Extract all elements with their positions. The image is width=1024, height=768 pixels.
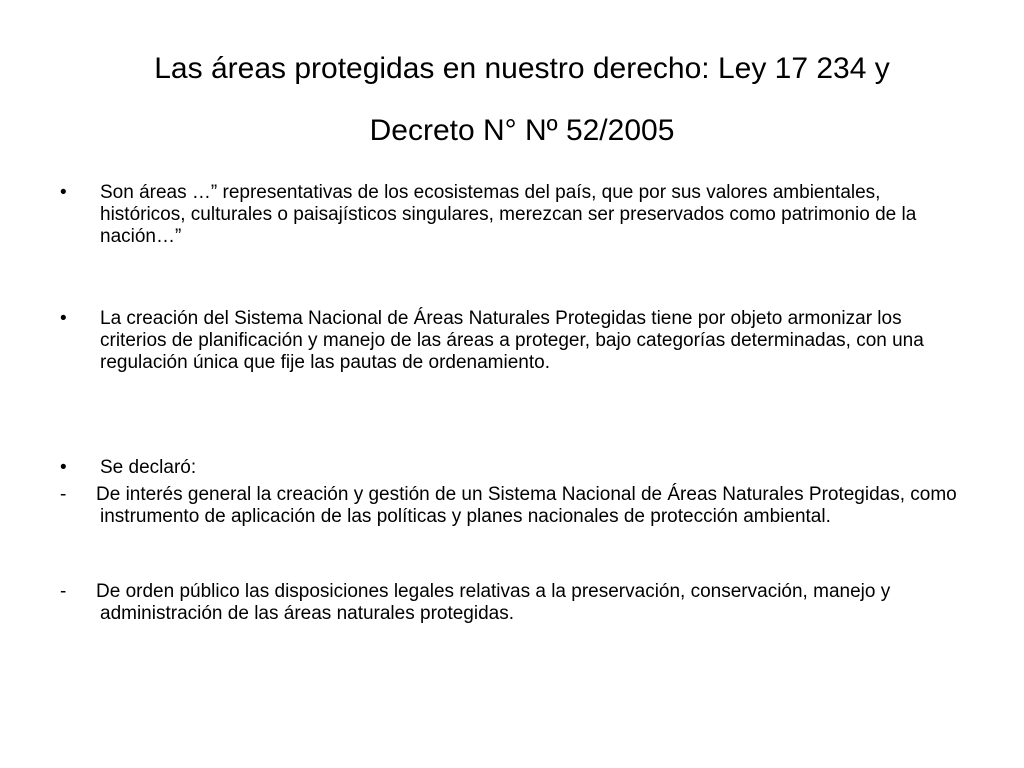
bullet-text-2: La creación del Sistema Nacional de Áreas Naturales Protegidas tiene por objeto armonizar los criterios de planificación y manejo de las áreas a proteger, bajo categorías determinadas, con una regulación única que fije las pautas de ordenamiento. — [100, 308, 924, 373]
dash-marker: - — [60, 484, 67, 505]
bullet-marker: • — [60, 182, 67, 203]
bullet-text-3: Se declaró: — [100, 457, 197, 478]
bullet-text-1: Son áreas …” representativas de los ecosistemas del país, que por sus valores ambientales, históricos, culturales o paisajísticos singulares, merezcan ser preservados como patrimonio de la nación…” — [100, 182, 917, 247]
dash-text-1: De interés general la creación y gestión de un Sistema Nacional de Áreas Naturales Protegidas, como instrumento de aplicación de las políticas y planes nacionales de protección ambiental. — [96, 484, 957, 527]
bullet-marker: • — [60, 457, 67, 478]
title-line-2: Decreto N° Nº 52/2005 — [369, 114, 675, 147]
slide-title — [60, 38, 984, 162]
dash-marker: - — [60, 581, 67, 602]
title-line-1: Las áreas protegidas en nuestro derecho: Ley 17 234 y — [154, 52, 890, 85]
dash-text-2: De orden público las disposiciones legales relativas a la preservación, conservación, manejo y administración de las áreas naturales protegidas. — [96, 581, 891, 624]
bullet-marker: • — [60, 308, 67, 329]
